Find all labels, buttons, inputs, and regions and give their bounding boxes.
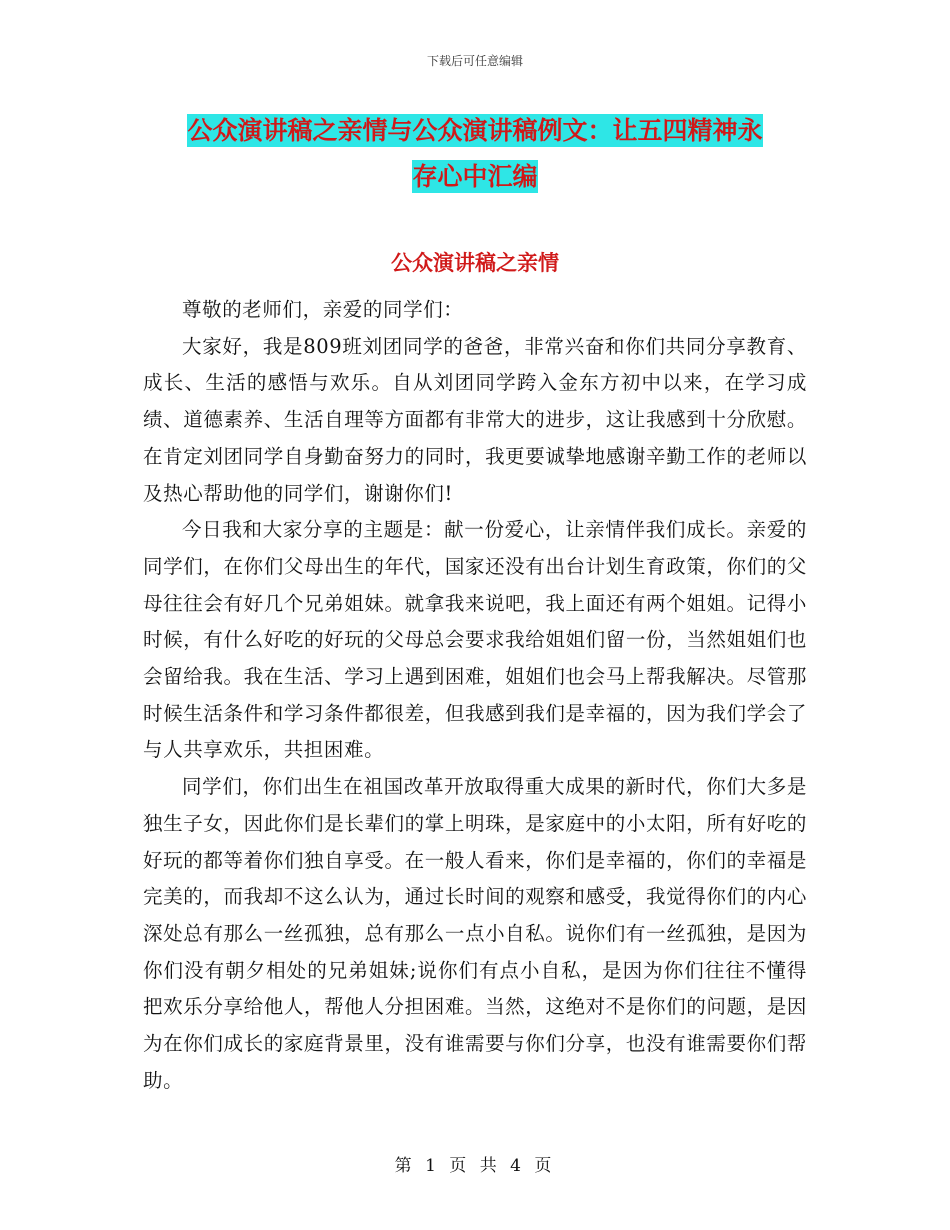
paragraph-salutation: 尊敬的老师们，亲爱的同学们：	[182, 298, 464, 321]
section-title: 公众演讲稿之亲情	[391, 250, 559, 275]
document-title-line-2: 存心中汇编	[412, 162, 538, 191]
paragraph: 今日我和大家分享的主题是：献一份爱心，让亲情伴我们成长。亲爱的同学们，在你们父母出生的年代，国家还没有出台计划生育政策，你们的父母往往会有好几个兄弟姐妹。就拿我来说吧，我上面还有两个姐姐。记得小时候，有什么好吃的好玩的父母总会要求我给姐姐们留一份，当然姐姐们也会留给我。我在生活、学习上遇到困难，姐姐们也会马上帮我解决。尽管那时候生活条件和学习条件都很差，但我感到我们是幸福的，因为我们学会了与人共享欢乐，共担困难。	[143, 518, 807, 762]
paragraph: 同学们，你们出生在祖国改革开放取得重大成果的新时代，你们大多是独生子女，因此你们是长辈们的掌上明珠，是家庭中的小太阳，所有好吃的好玩的都等着你们独自享受。在一般人看来，你们是幸福的，你们的幸福是完美的，而我却不这么认为，通过长时间的观察和感受，我觉得你们的内心深处总有那么一丝孤独，总有那么一点小自私。说你们有一丝孤独，是因为你们没有朝夕相处的兄弟姐妹;说你们有点小自私，是因为你们往往不懂得把欢乐分享给他人，帮他人分担困难。当然，这绝对不是你们的问题，是因为在你们成长的家庭背景里，没有谁需要与你们分享，也没有谁需要你们帮助。	[143, 775, 807, 1092]
document-title-line-1: 公众演讲稿之亲情与公众演讲稿例文：让五四精神永	[187, 116, 763, 145]
document-title	[140, 108, 810, 200]
page-number: 第 1 页 共 4 页	[394, 1156, 556, 1176]
page-header-note: 下载后可任意编辑	[426, 54, 523, 68]
paragraph: 大家好，我是809班刘团同学的爸爸，非常兴奋和你们共同分享教育、成长、生活的感悟与欢乐。自从刘团同学跨入金东方初中以来，在学习成绩、道德素养、生活自理等方面都有非常大的进步，这让我感到十分欣慰。在肯定刘团同学自身勤奋努力的同时，我更要诚挚地感谢辛勤工作的老师以及热心帮助他的同学们，谢谢你们!	[143, 334, 807, 505]
document-body	[143, 292, 807, 1099]
